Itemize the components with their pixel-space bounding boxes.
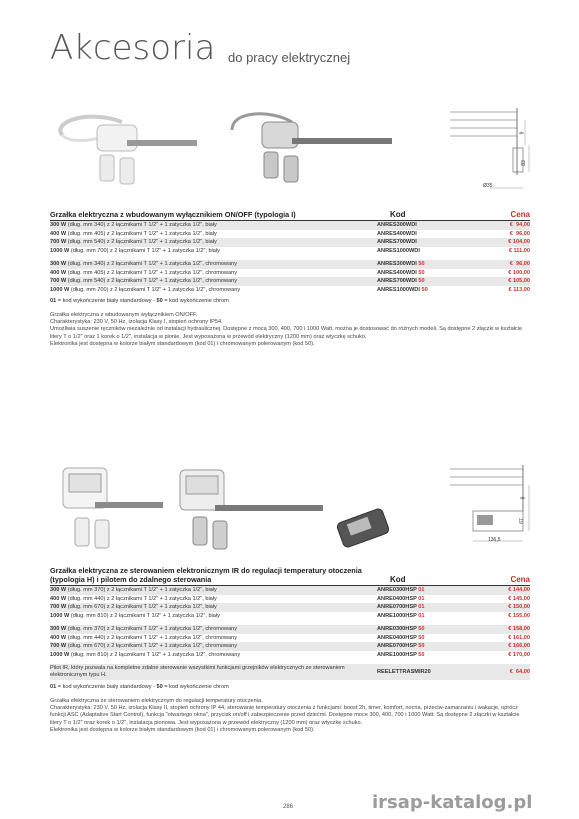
section-heading-2: Grzałka elektryczna ze sterowaniem elektronicznym IR do regulacji temperatury otoczenia (typologia H) i pilotem do zdalnego sterowania xyxy=(50,566,362,584)
row-code: ANRES1000WDI 50 xyxy=(377,286,428,293)
row-code: ANRE0700HSP 50 xyxy=(377,642,482,651)
row-code: ANRES400WDI xyxy=(377,230,417,237)
heater-white-photo xyxy=(52,100,202,200)
price-table-2-chrome xyxy=(50,625,530,659)
page-title: Akcesoria xyxy=(50,28,216,68)
row-price: € 105,00 xyxy=(482,277,530,286)
row-price: € 166,00 xyxy=(482,642,530,651)
pilot-price: € 64,00 xyxy=(482,664,530,680)
row-price: € 161,00 xyxy=(508,634,530,641)
row-code: ANRE0700HSP 01 xyxy=(377,603,482,612)
dim-label-35: Ø35 xyxy=(483,183,493,189)
row-desc: 300 W (dług. mm 370) z 2 łącznikami T 1/2" + 1 zatyczka 1/2", chromowany xyxy=(50,625,377,634)
row-price: € 96,00 xyxy=(482,260,530,269)
table-row xyxy=(50,247,530,256)
cena-header: Cena xyxy=(510,210,530,219)
table-row xyxy=(50,286,530,295)
pilot-code: REELETTRASMIR20 xyxy=(377,664,482,680)
page-subtitle: do pracy elektrycznej xyxy=(228,50,351,65)
row-desc: 700 W (dług. mm 670) z 2 łącznikami T 1/2" + 1 zatyczka 1/2", chromowany xyxy=(50,642,377,651)
heater-chrome-photo xyxy=(222,100,397,200)
dimension-drawing-1 xyxy=(445,100,535,195)
row-price: € 104,00 xyxy=(482,238,530,247)
kod-header: Kod xyxy=(390,210,406,219)
dim-label-9: 9 xyxy=(519,131,526,135)
row-desc: 1000 W (dług. mm 700) z 2 łącznikami T 1/2" + 1 zatyczka 1/2", chromowany xyxy=(50,286,241,293)
table-row xyxy=(50,277,530,286)
row-desc: 1000 W (dług. mm 700) z 2 łącznikami T 1/2" + 1 zatyczka 1/2", biały xyxy=(50,247,220,254)
dim-label-136: 136,5 xyxy=(488,537,501,543)
table-row xyxy=(50,595,530,604)
table-row xyxy=(50,260,530,269)
finish-note: 01 = kod wykończenie biały standardowy - 50 = kod wykończenie chrom xyxy=(50,298,229,304)
row-code: ANRES700WDI xyxy=(377,238,482,247)
row-code: ANRE0300HSP 50 xyxy=(377,625,482,634)
row-code: ANRES700WDI 50 xyxy=(377,277,482,286)
table-row xyxy=(50,238,530,247)
table-row xyxy=(50,603,530,612)
row-code: ANRE0400HSP 01 xyxy=(377,595,425,602)
table-row xyxy=(50,642,530,651)
remote-control-photo xyxy=(335,505,395,550)
table-row xyxy=(50,586,530,595)
row-price: € 94,00 xyxy=(482,221,530,230)
row-code: ANRE1000HSP 01 xyxy=(377,612,425,619)
row-desc: 400 W (dług. mm 405) z 2 łącznikami T 1/2" + 1 zatyczka 1/2", chromowany xyxy=(50,269,238,276)
table-row xyxy=(50,634,530,643)
row-desc: 300 W (dług. mm 340) z 2 łącznikami T 1/2" + 1 zatyczka 1/2", chromowany xyxy=(50,260,377,269)
cena-header-2: Cena xyxy=(510,575,530,584)
table-row xyxy=(50,664,530,680)
row-desc: 400 W (dług. mm 440) z 2 łącznikami T 1/2" + 1 zatyczka 1/2", chromowany xyxy=(50,634,238,641)
price-table-1-chrome xyxy=(50,260,530,294)
row-desc: 1000 W (dług. mm 810) z 2 łącznikami T 1/2" + 1 zatyczka 1/2", biały xyxy=(50,612,220,619)
row-desc: 400 W (dług. mm 440) z 2 łącznikami T 1/2" + 1 zatyczka 1/2", biały xyxy=(50,595,217,602)
description-2: Grzałka elektryczna ze sterowaniem elektrycznym do regulacji temperatury otoczenia. Charakterystyka: 230 V, 50 Hz, izolacja Klasy II, stopień ochrony IP 44, sterowanie temperatury otoczenia z funkcjami: boost 2h, timer, komfort, nocna, przeciw-zamarzaniu i wakacje, oprócz funkcji ASC (Adaptative Start Control), funkcja "otwartego okna", przycisk on/off i zabezpieczenie przed dziećmi. Dostępne moce 300, 400, 700 i 1000 Watt. Są dostępne 2 złączki w kształcie litery T o 1/2" oraz korek o 1/2", instalacja pionowa. Jest wyposażona w przewód elektryczny (1200 mm) oraz wtyczkę schuko. Elektronika jest dostępna w kolorze białym standardowym (kod 01) i chromowanym polerowanym (kod 50). xyxy=(50,698,520,733)
section-heading: Grzałka elektryczna z wbudowanym wyłącznikiem ON/OFF (typologia I) xyxy=(50,210,296,219)
price-table-1 xyxy=(50,221,530,255)
row-price: € 144,00 xyxy=(482,586,530,595)
row-code: ANRE1000HSP 50 xyxy=(377,651,425,658)
row-price: € 150,00 xyxy=(482,603,530,612)
dim-label-67: 67 xyxy=(518,518,525,524)
row-code: ANRES400WDI 50 xyxy=(377,269,425,276)
dim-label-9b: 9 xyxy=(520,496,527,500)
row-price: € 145,00 xyxy=(508,595,530,602)
row-price: € 113,00 xyxy=(508,286,530,293)
row-desc: 700 W (dług. mm 540) z 2 łącznikami T 1/2" + 1 zatyczka 1/2", chromowany xyxy=(50,277,377,286)
table-row xyxy=(50,625,530,634)
row-desc: 1000 W (dług. mm 810) z 2 łącznikami T 1/2" + 1 zatyczka 1/2", chromowany xyxy=(50,651,241,658)
row-price: € 111,00 xyxy=(508,247,530,254)
row-desc: 300 W (dług. mm 370) z 2 łącznikami T 1/2" + 1 zatyczka 1/2", biały xyxy=(50,586,377,595)
pilot-desc: Pilot IR, który pozwala na kompletne zdalne sterowanie wszystkimi funkcjami grzejników elektrycznych ze sterowaniem elektronicznym typu H. xyxy=(50,664,377,680)
product-section-2 xyxy=(50,566,530,734)
row-code: ANRES1000WDI xyxy=(377,247,420,254)
finish-note-2: 01 = kod wykończenie biały standardowy - 50 = kod wykończenie chrom xyxy=(50,684,229,690)
row-code: ANRE0400HSP 50 xyxy=(377,634,425,641)
table-row xyxy=(50,651,530,660)
table-header-2 xyxy=(50,566,530,584)
row-price: € 155,00 xyxy=(508,612,530,619)
price-table-2 xyxy=(50,586,530,620)
table-header xyxy=(50,210,530,219)
row-price: € 100,00 xyxy=(508,269,530,276)
watermark: irsap-katalog.pl xyxy=(372,792,533,813)
page-number: 286 xyxy=(283,804,294,810)
row-code: ANRE0300HSP 01 xyxy=(377,586,482,595)
product-section-1 xyxy=(50,210,530,348)
pilot-table xyxy=(50,664,530,680)
row-desc: 300 W (dług. mm 340) z 2 łącznikami T 1/2" + 1 zatyczka 1/2", biały xyxy=(50,221,377,230)
table-row xyxy=(50,612,530,621)
dimension-drawing-2 xyxy=(445,463,535,548)
row-price: € 170,00 xyxy=(508,651,530,658)
kod-header-2: Kod xyxy=(390,575,406,584)
heater-ir-chrome-photo xyxy=(175,465,325,555)
heater-ir-white-photo xyxy=(55,460,165,555)
row-desc: 400 W (dług. mm 405) z 2 łącznikami T 1/2" + 1 zatyczka 1/2", biały xyxy=(50,230,217,237)
dim-label-83: 83 xyxy=(520,160,527,166)
row-price: € 96,00 xyxy=(509,230,530,237)
table-row xyxy=(50,221,530,230)
table-row xyxy=(50,230,530,239)
row-code: ANRES300WDI 50 xyxy=(377,260,482,269)
table-row xyxy=(50,269,530,278)
row-desc: 700 W (dług. mm 540) z 2 łącznikami T 1/2" + 1 zatyczka 1/2", biały xyxy=(50,238,377,247)
row-code: ANRES300WDI xyxy=(377,221,482,230)
description-1: Grzałka elektryczna z wbudowanym wyłącznikiem ON/OFF. Charakterystyka: 230 V, 50 Hz, izolacja Klasy I, stopień ochrony IP54. Umożliwia suszenie ręczników niezależnie od instalacji hydraulicznej. Dostępne z mocą 300, 400, 700 i 1000 Watt, można je dostosować do różnych modeli. Są dostępne 2 złączki w kształcie litery T o 1/2" oraz 1 korek o 1/2", instalacja w pionie. Jest wyposażona w przewód elektryczny (1200 mm) oraz wtyczkę schuko. Elektronika jest dostępna w kolorze białym standardowym (kod 01) i chromowanym polerowanym (kod 50). xyxy=(50,312,523,347)
row-desc: 700 W (dług. mm 670) z 2 łącznikami T 1/2" + 1 zatyczka 1/2", biały xyxy=(50,603,377,612)
row-price: € 158,00 xyxy=(482,625,530,634)
